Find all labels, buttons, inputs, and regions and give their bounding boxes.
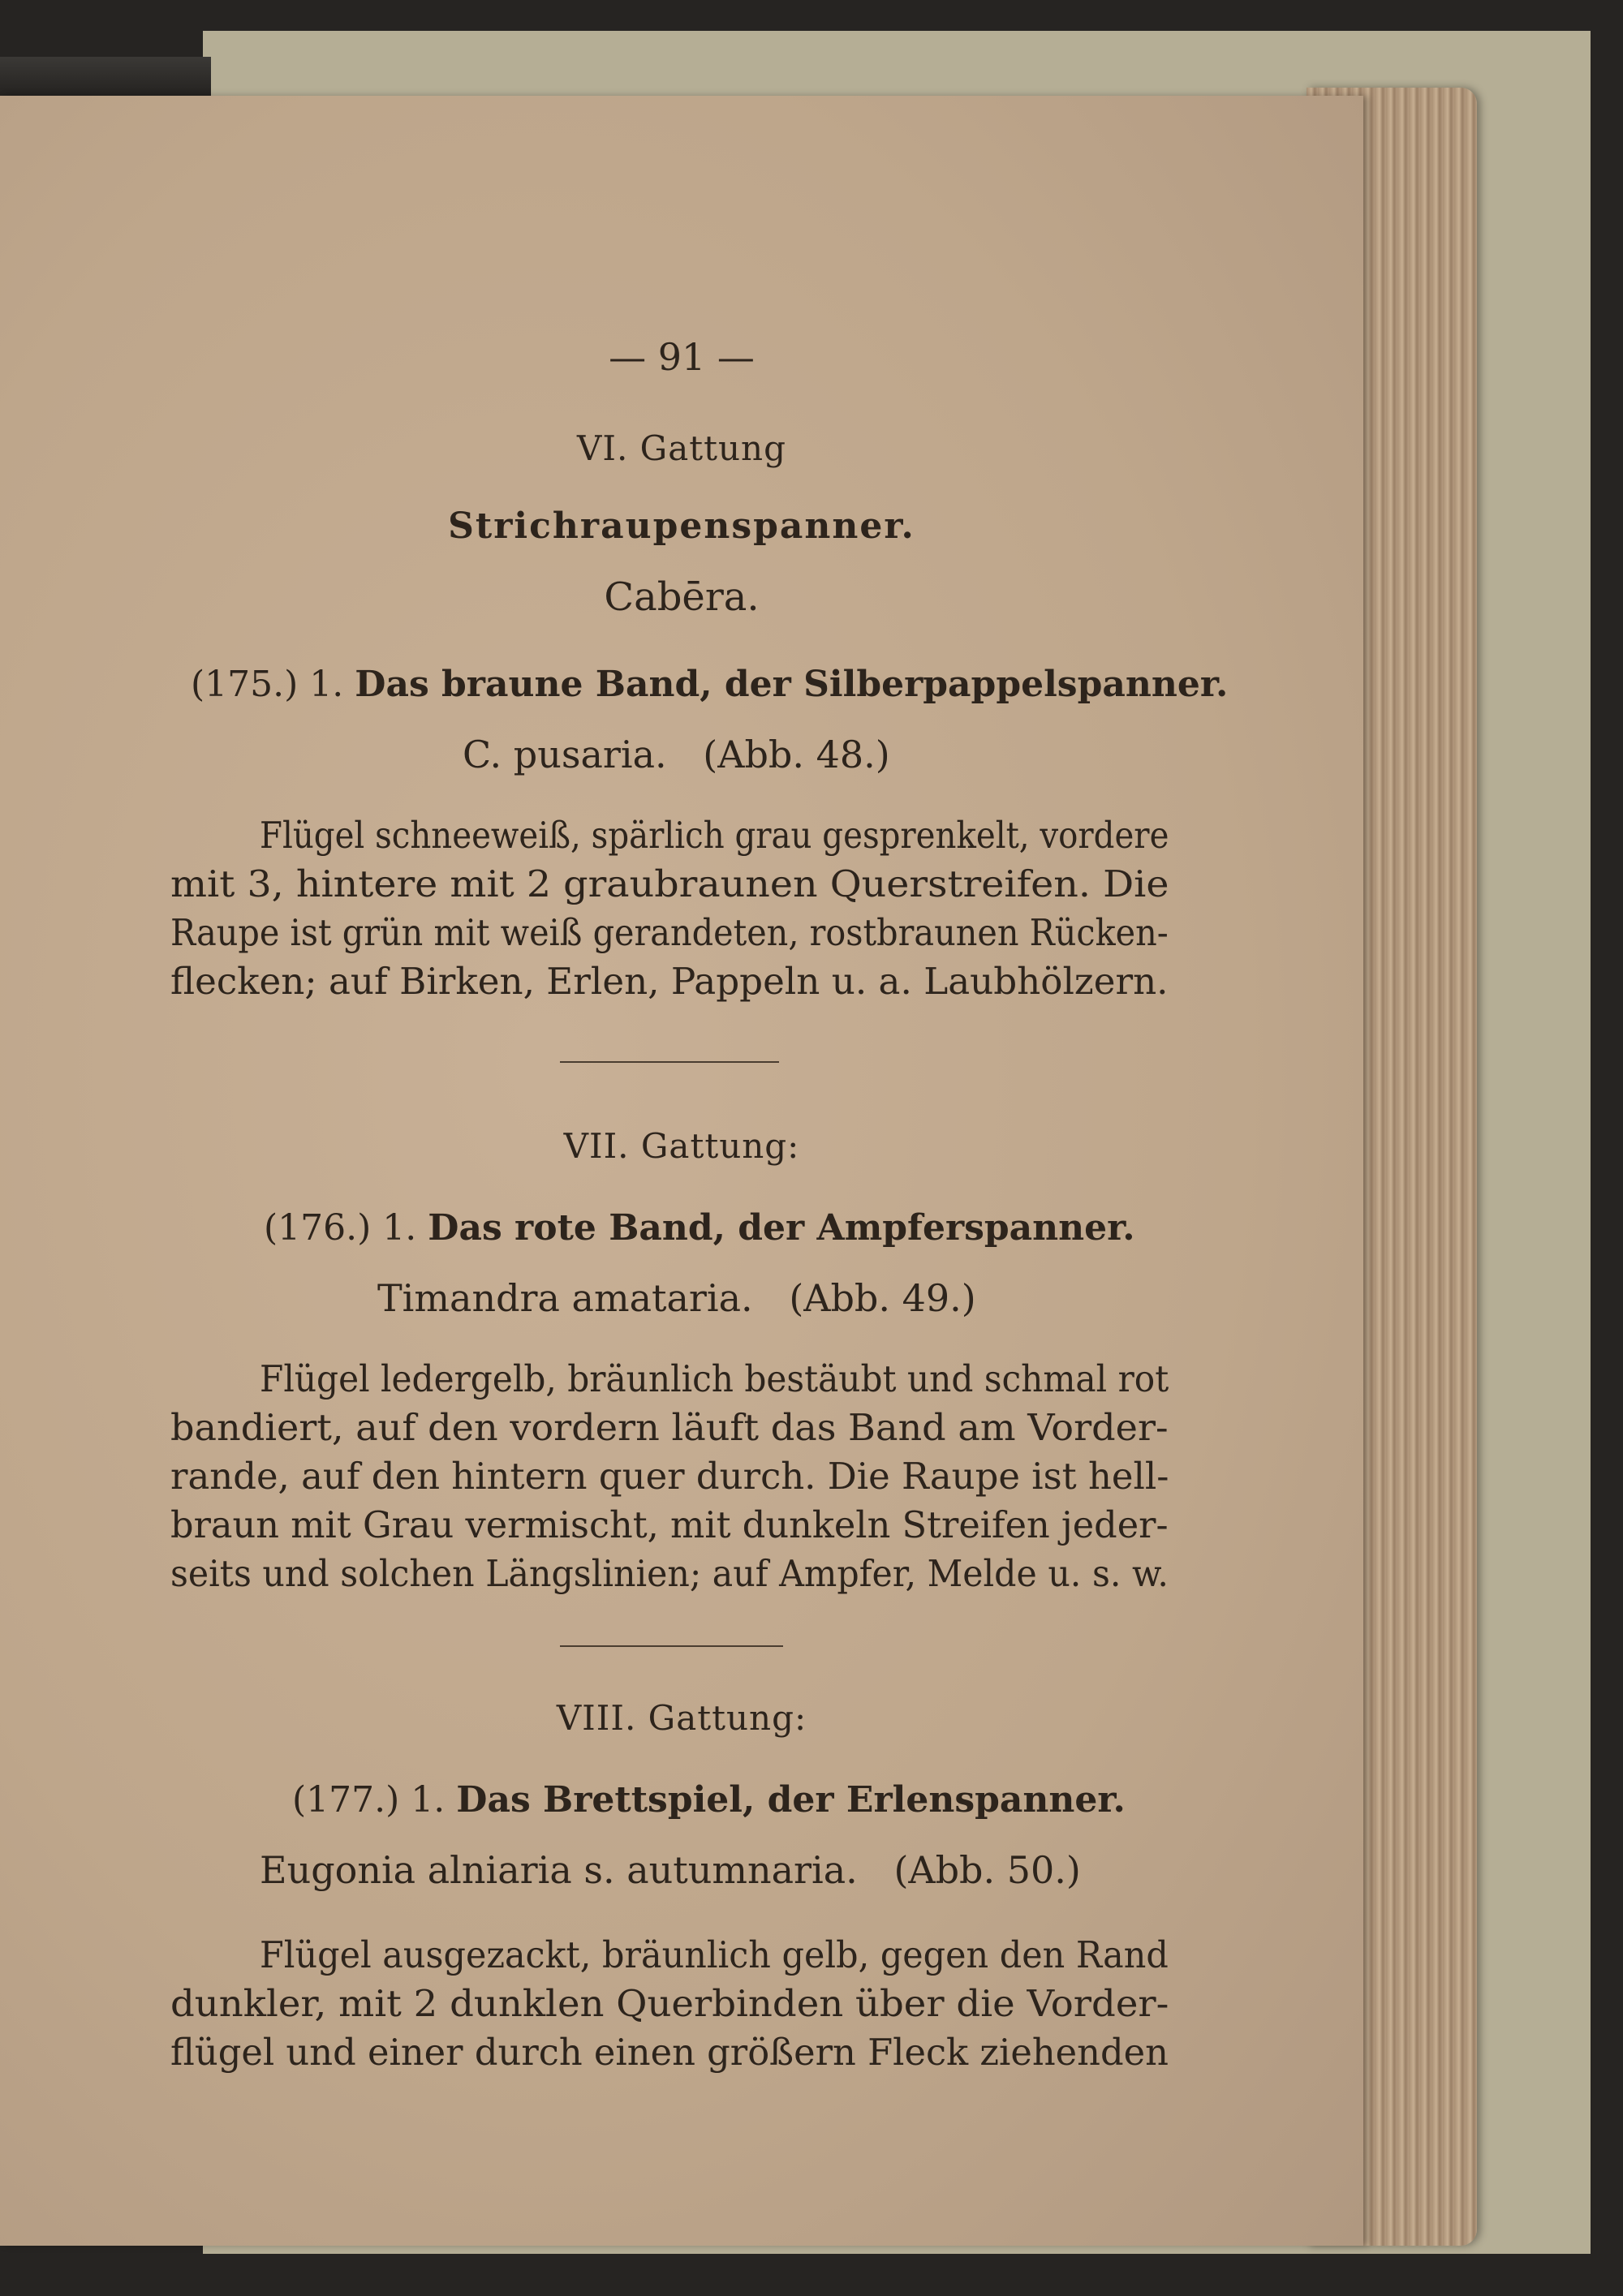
species-title: Das Brettspiel, der Erlenspanner. <box>456 1779 1126 1821</box>
description-line: flügel und einer durch einen größern Fleck ziehenden <box>170 2031 1169 2074</box>
genus-heading-vii: VII. Gattung: <box>563 1126 800 1166</box>
species-heading-175 <box>191 664 1228 705</box>
section-divider <box>560 1645 783 1647</box>
description-line: braun mit Grau vermischt, mit dunkeln Streifen jeder- <box>170 1503 1169 1546</box>
species-latin-name: Timandra amataria. <box>377 1276 753 1320</box>
genus-german-title: Strichraupenspanner. <box>448 505 915 547</box>
species-heading-176 <box>264 1207 1135 1249</box>
species-number: (176.) 1. <box>264 1207 417 1249</box>
description-line: dunkler, mit 2 dunklen Querbinden über die Vorder- <box>170 1982 1169 2025</box>
genus-latin-name: Cabēra. <box>604 574 760 620</box>
description-line: Flügel ausgezackt, bräunlich gelb, gegen den Rand <box>260 1933 1169 1976</box>
description-line: flecken; auf Birken, Erlen, Pappeln u. a. Laubhölzern. <box>170 960 1169 1003</box>
species-heading-177 <box>292 1779 1126 1821</box>
description-line: bandiert, auf den vordern läuft das Band am Vorder- <box>170 1406 1169 1449</box>
genus-heading-viii: VIII. Gattung: <box>556 1698 807 1738</box>
species-title: Das rote Band, der Ampferspanner. <box>428 1207 1135 1249</box>
book-page <box>0 96 1363 2246</box>
species-latin-line <box>463 733 890 776</box>
page-number: — 91 — <box>609 335 755 379</box>
species-latin-name: Eugonia alniaria s. autumnaria. <box>260 1848 858 1892</box>
description-line: seits und solchen Längslinien; auf Ampfer, Melde u. s. w. <box>170 1552 1169 1595</box>
species-number: (175.) 1. <box>191 664 344 705</box>
species-latin-name: C. pusaria. <box>463 733 667 776</box>
description-line: Flügel ledergelb, bräunlich bestäubt und schmal rot <box>260 1357 1169 1400</box>
species-number: (177.) 1. <box>292 1779 446 1821</box>
description-line: Raupe ist grün mit weiß gerandeten, rostbraunen Rücken- <box>170 911 1169 954</box>
section-divider <box>560 1061 779 1063</box>
figure-reference: (Abb. 49.) <box>789 1276 976 1320</box>
description-line: Flügel schneeweiß, spärlich grau gesprenkelt, vordere <box>260 814 1169 857</box>
genus-heading-vi: VI. Gattung <box>577 428 786 468</box>
figure-reference: (Abb. 50.) <box>893 1848 1081 1892</box>
description-line: rande, auf den hintern quer durch. Die Raupe ist hell- <box>170 1455 1169 1498</box>
species-latin-line <box>377 1276 976 1320</box>
description-line: mit 3, hintere mit 2 graubraunen Querstreifen. Die <box>170 862 1169 905</box>
species-title: Das braune Band, der Silberpappelspanner. <box>355 664 1229 705</box>
species-latin-line <box>260 1848 1081 1892</box>
figure-reference: (Abb. 48.) <box>703 733 890 776</box>
